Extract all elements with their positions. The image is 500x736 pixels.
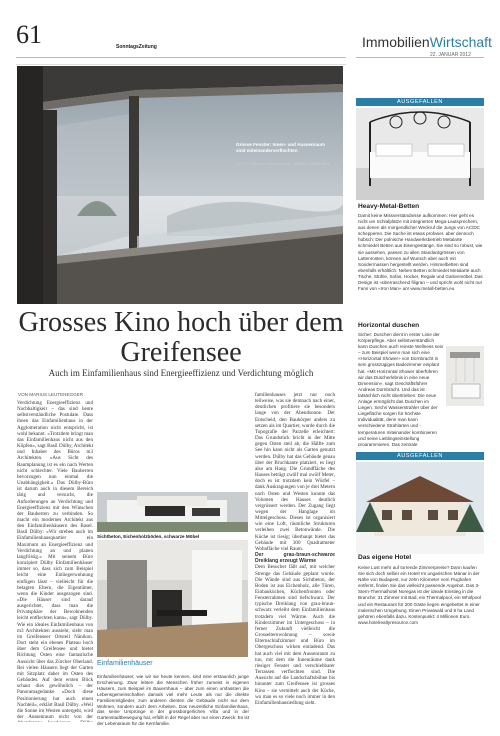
sidebar-item2-title: Horizontal duschen (358, 322, 420, 329)
col4-text: familienhauses jetzt nur noch teilweise, was sie demnach nach einer, deutlichen profitiere sie besonders lange von der Abendsonne. Der Entscheid, den Baukörper anders zu setzen als im Quartier, wurde durch die Topografie der Parzelle erleichtert: Das Grundstück bricht in der Mitte gegen Osten steil ab, die Hälfte zum See hin kann nicht als Garten genutzt werden. Dülby hat das Gebäude genau über der Bruchkante platziert, es liegt also am Hang. Die Grundfläche des Hauses beträgt zwölf mal zwölf Meter, doch es ist trotzdem kein Würfel – dank Auskragungen von je drei Metern nach Osten und Westen konnte das Volumen des Hauses deutlich vergrössert werden. Der Zugang liegt wegen der Hanglage im Mittelgeschoss. Dieses ist organisiert wie eine Loft, räumliche Strukturen verleihen zwei Betonwände. Die Küche ist riesig; überhaupt bietet das Gebäude mit 300 Quadratmeter Wohnfläche viel Raum. (255, 392, 335, 552)
house-exterior-photo (97, 492, 248, 532)
article-column-4 (255, 392, 335, 714)
section-title (362, 34, 492, 50)
header-rule (16, 57, 346, 58)
sidebar-item3-title: Das eigene Hotel (358, 554, 412, 561)
section-title-part2: Wirtschaft (429, 34, 492, 50)
sidebar-label-1: AUSGEFALLEN (356, 98, 484, 106)
house-terrace-photo (17, 66, 343, 304)
header-rule-side (356, 57, 484, 58)
interior-photo (97, 540, 248, 657)
photo-caption-title: Grosse Fenster: Innen- und Aussenraum sind miteinanderverflochten (236, 142, 325, 153)
photo-credit: FOTOS: BRUNO HELBLING (3), DAMIAN SCHNEIDER (236, 162, 331, 166)
headline: Grosses Kino hoch über dem Greifensee (18, 307, 344, 368)
sidebar-item2-text (358, 332, 484, 446)
page-number: 61 (16, 20, 42, 49)
photo-caption (236, 142, 326, 154)
col4-text-b: Dem Besucher fällt auf, mit welcher Strenge das Gebäude geplant wurde. Die Wände sind aus Sichtbeton, der Boden ist aus Eichenholz, alle Türen, Einbauküchen, Küchenfronten oder Fensterrahmen sind tiefschwarz. Der typische Dreiklang von grau-braun-schwarz verleiht dem Einfamilienhaus trotzdem viel Wärme. Auch die Kinderzimmer im Untergeschoss – in ferner Zukunft vielleicht die Grosselternwohnung – sowie Elternschlafzimmer und Büro im Obergeschoss wirken einladend. Das hat auch viel mit dem Aussenraum zu tun, mit dem die Innenräume dank riesiger Fenster und verschiebbarer Terrassen verflochten sind. Die Aussicht auf die Landschaftsbühne bis hinunter zum Greifensee ist grosses Kino – sie vermittelt auch der Küche, wo man es so viele noch immer in den Einfamilienhausiedlung sieht. (255, 564, 335, 706)
sidebar-item1-text: Damit keine Missverständnisse aufkommen: Hier geht es nicht um Schlafplätze mit integrierten Mega-Lautsprechern, aus denen als morgendlicher Weckruf die Jungs von AC/DC schepperen. Die Sache ist etwas profaner, aber dennoch hübsch: Der polnische Handwerksbetrieb Metalarte schmiedet Betten aus Eisengestänge. Sie sind so robust, wie sie aussehen, passen zu allen Standardgrössen von Lattenrosten, können auf Wunsch aber auch mit Sondermassen hergestellt werden. Himmelbetten sind ebenfalls erhältlich. Neben Betten schmiedet Metalarte auch Tische, Stühle, Sofas, Hocker, Regale und Gartenmöbel. Das Design ist «überraschend filigran – und spricht wohl nicht nur Fans von «Iron Man» an! www.metall-betten.eu (358, 213, 483, 292)
infobox-title: Einfamilienhäuser (97, 660, 153, 667)
sidebar-label-2: AUSGEFALLEN (356, 452, 484, 460)
section-title-part1: Immobilien (362, 34, 430, 50)
sidebar-item3-text: Keine Lust mehr auf torrende Zimmerpreise? Dann kaufen Sie sich doch selber ein Hotel! Im ungarischen Mánar in der Nähe von Budapest, nur zehn Kilometer vom Flughafen entfernt, finden Sie das vielleicht passende Angebot. Das 3-Stern-Thermalhotel Noregas ist der ideale Einstieg in die Branche: 31 Zimmer mit Bad, ein Thermalpool, ein Whirlpool und ein Restaurant für 200 Gäste liegen eingebettet in einer malerischen Umgebung. Einen Privatwald und 8 ha Land gehören ebenfalls dazu. Kostenpunkt: 4 Millionen Euro. www.hotelrealtyresource.com (358, 565, 481, 625)
article-column-1: Verdichtung Energieeffizienz und Nachhaltigkeit – das sind heute selbstverständliche Postulate. Dass ihnen das Einfamilienhaus in der Agglomeration nicht entspricht, ist wohl bekannt. «Trotzdem bringt man das Einfamilienhaus nicht aus den Köpfen», sagt Basil Dülby, Architekt und Inhaber des Büros m3 Architekten. «Aus Sicht des Raumplanung ist es ein nach Werten nicht schlechter. Viele Bauherren bevorzugen nun einmal die Unabhängigkeit.» Das Dülby-Büro ist darum auch in diesem Bereich tätig und versucht, die Anforderungen an Verdichtung und Energieeffizienz mit den Wünschen der Bauherren zu verbinden. So macht ein modernes Architekt aus den Einfamilienhäusern des Basel. Basil Dülby: «Wir streben auch im Einfamilienhausquartier ein Maximum an Energieeffizienz und Verdichtung an und planen langfristig.» Mit seinem Büro konzipiert Dülby Einfamilienhäuser immer so, dass sich zum Beispiel leicht eine Einliegerwohnung einfügen lässt – vielleicht für die betagten Eltern, die Eigentümer, wenn die Kinder ausgezogen sind. «Die Häuser sind darauf ausgerichtet, dass man die Privatsphäre der Bewohnenden leicht entflechten kann», sagt Dülby. Wie ein ideales Einfamilienhaus von m3 Architekten aussieht, sieht man im Greifenseer Ortsteil Nänikon. Dort steht ein ebenes Plateau hoch über dem Greifensee und bietet Richtung Osten eine fantastische Aussicht über das Zürcher Oberland. Bei vielen Häusern liegt der Garten mit Sitzplatz daher im Osten des Gebäudes. Auf dem ersten Blick schaut dies gewöhnlich – der Panoramagedanke «Doch diese Positionierung hat auch einen Nachteil», erklärt Basil Dülby. «Weil die Sonne im Westen untergeht, wird der Aussenraum nicht von der (17, 400, 93, 720)
metal-bed-photo (356, 108, 484, 200)
infobox-text: Einfamilienhäuser, wie wir sie heute kennen, sind eine erstaunlich junge Erscheinung. Zwar lebten die Menschen früher zumeist in eigenen Häusern, zum Beispiel im Bauernhaus – aber zum einen umfassten die Lebensgemeinschaften damals viel mehr Leute als nur die direkte Familienmitglieder, zum anderen dienten die Gebäude nicht nur dem Wohnen, sondern auch dem Arbeiten. Das neuzeitliche Einfamilienhaus, das seine Ursprünge in der grossbürgerlichen Villa und in der Gartenstadtbewegung hat, erfüllt in der Regel aber nur einen Zweck: Es ist der Lebensraum für die Kernfamilie. (97, 674, 249, 727)
subheadline: Auch im Einfamilienhaus sind Energieeffizienz und Verdichtung möglich (48, 368, 314, 378)
sidebar-item2-text-body: Sicher: Duschen dient in erster Linie der Körperpflege. Aber selbstverständlich kann Duschen auch reinste Wellness sein – zum Beispiel wenn man sich eine «Horizontal Shower» von Dornbracht in sein grosszügiges Badezimmer einplant hat. «Mit Horizontal Shower überführen wir das Duscherlebnis in eine neue Dimension», sagt Geschäftsführer Andreas Dornbracht. Und das ist tatsächlich nicht übertrieben: Die neue Anlage ermöglicht das Duschen im Liegen. Sechs Wasserstrahler über der Liegefläche sorgen für höchste Individualität, denn man kann verschiedene Strahlarten und -temperaturen miteinander kombinieren und seine Lieblingseinstellung programmieren. Das zentrale (358, 332, 444, 446)
hotel-photo (356, 462, 484, 554)
photo2-caption: Sichtbeton, Eichenholzböden, schwarze Möbel (97, 534, 200, 539)
byline: VON MARIUS LEUTENEGGER (18, 392, 84, 397)
header-rule-thin (16, 64, 346, 65)
issue-date: 22. JANUAR 2012 (430, 52, 471, 58)
newspaper-name: SonntagsZeitung (116, 44, 157, 50)
col4-subheading: Der grau-braun-schwarze Dreiklang erzeugt Wärme (255, 552, 335, 565)
sidebar-item1-title: Heavy-Metal-Betten (358, 203, 420, 210)
